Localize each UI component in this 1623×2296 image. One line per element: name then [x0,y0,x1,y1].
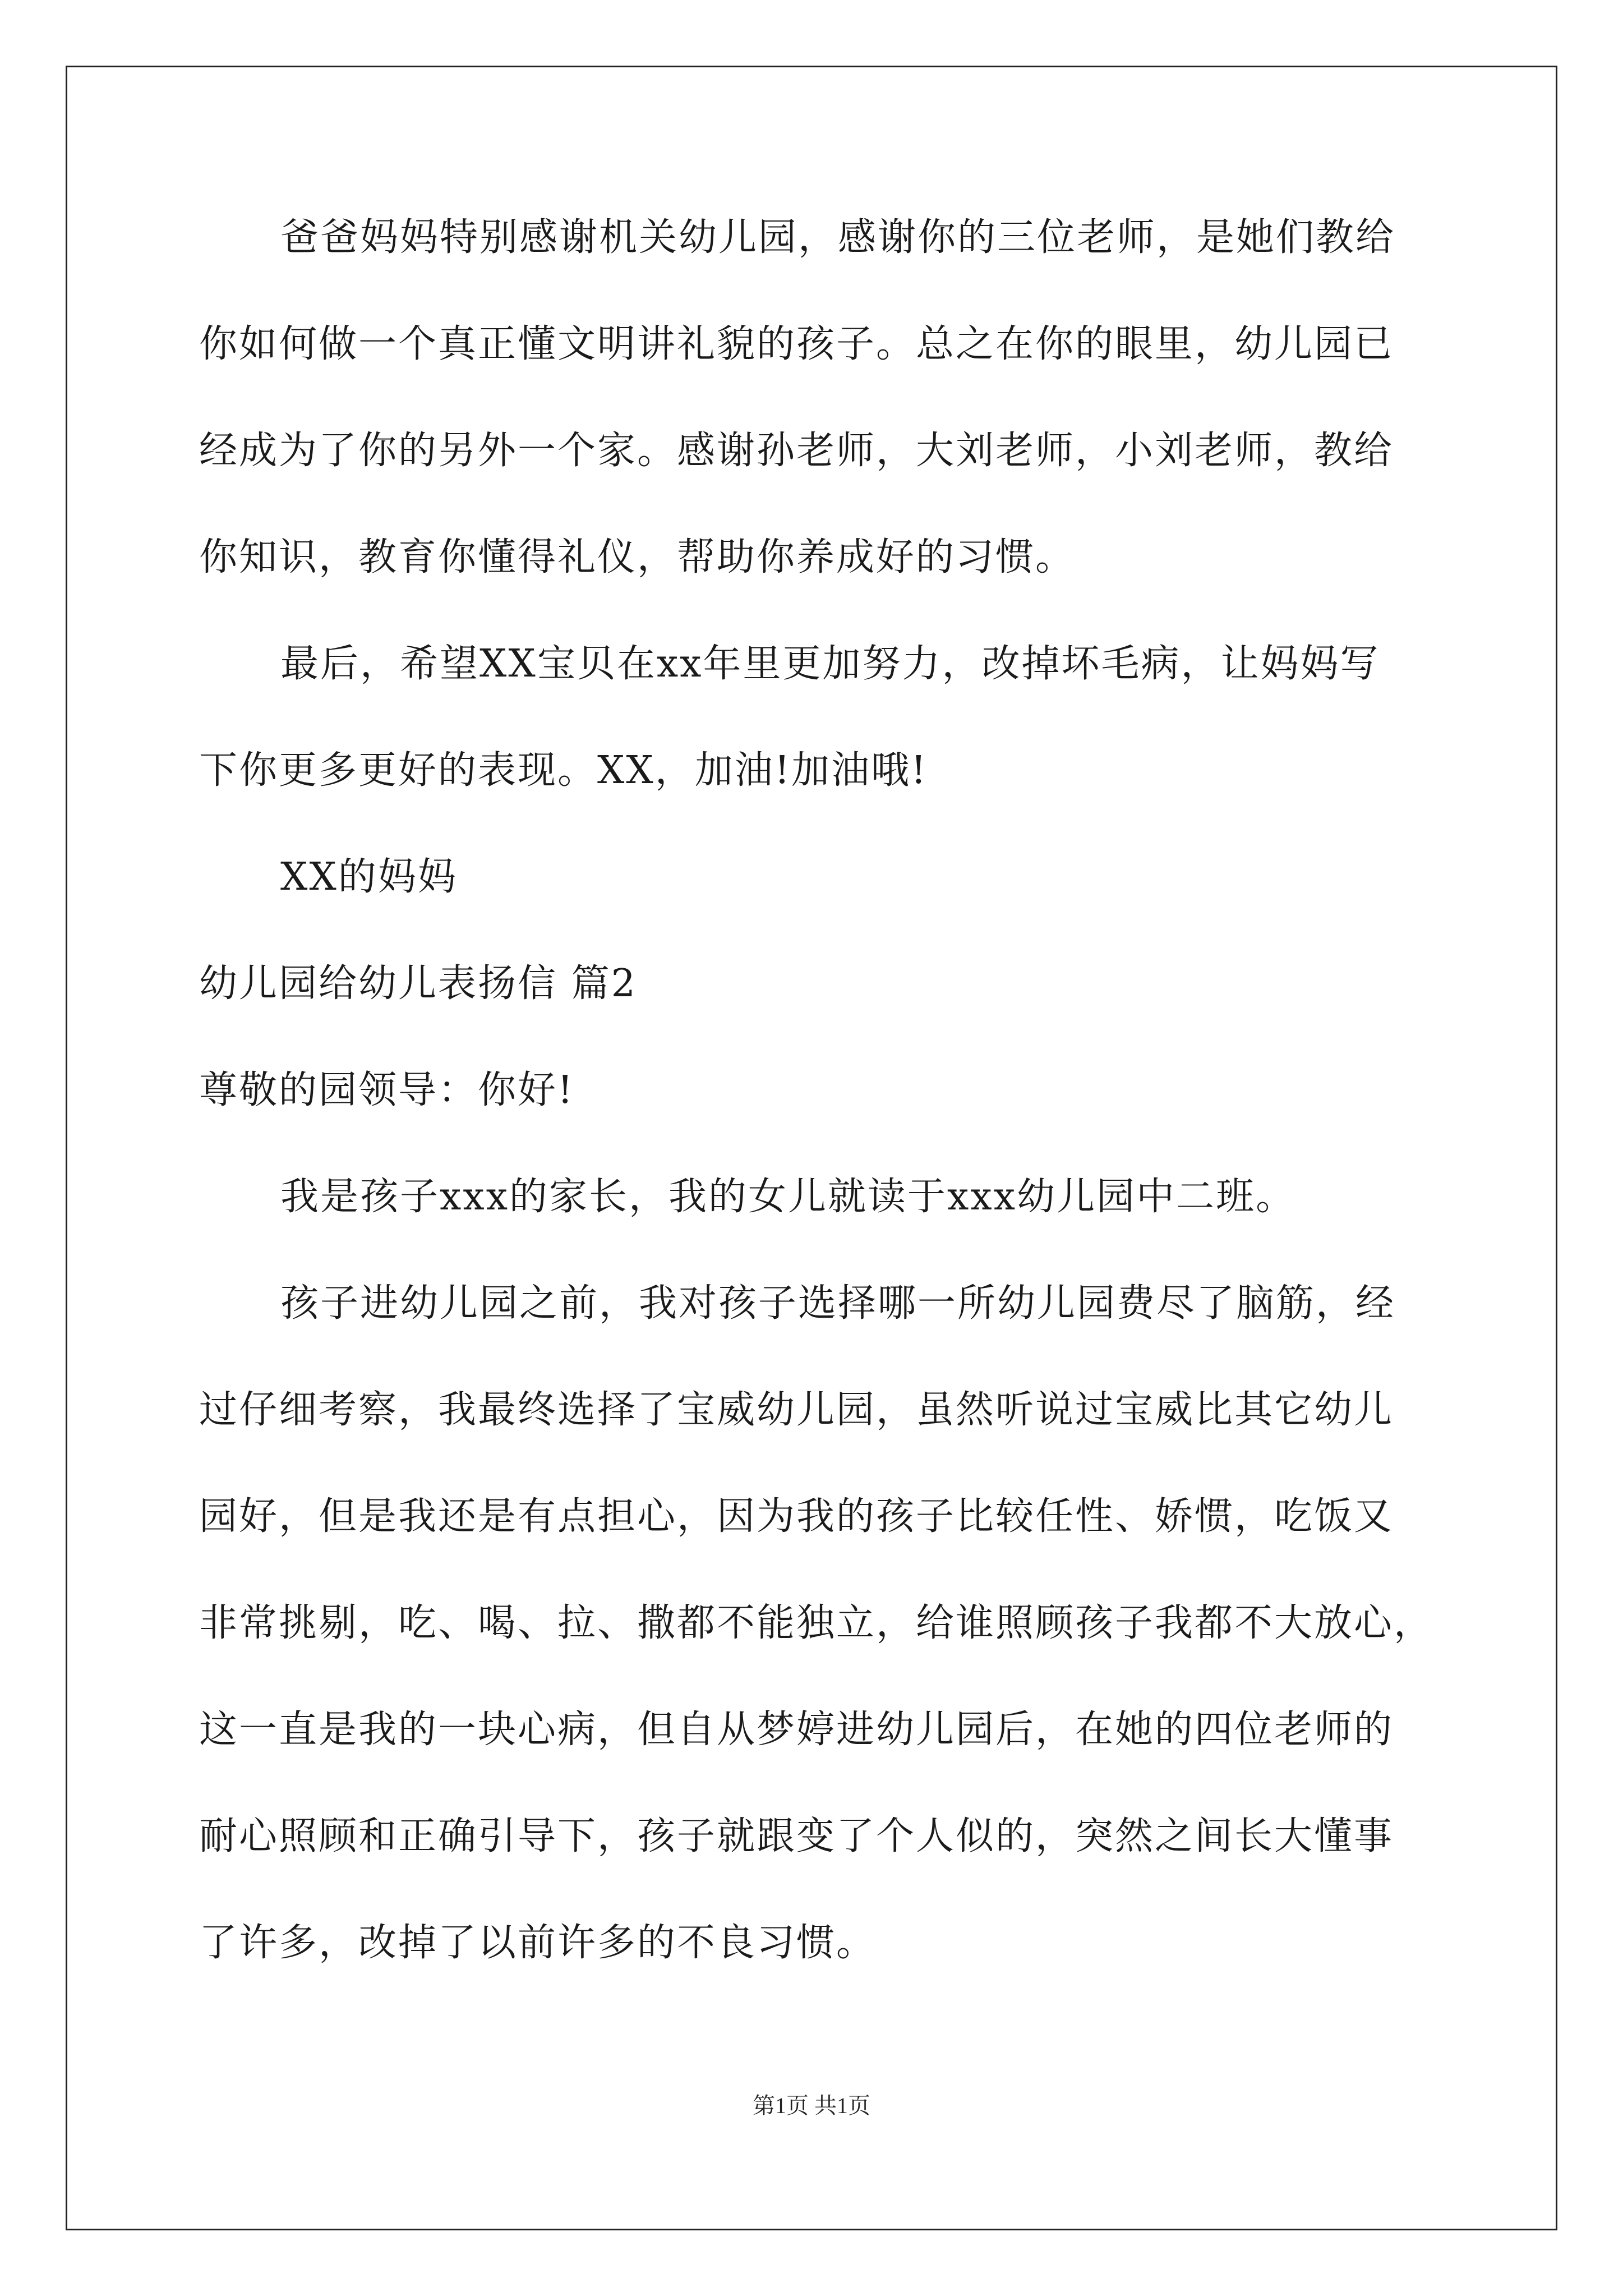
section-heading: 幼儿园给幼儿表扬信 篇2 [199,961,637,1006]
page-border [66,66,1557,2230]
text-line: 园好，但是我还是有点担心，因为我的孩子比较任性、娇惯，吃饭又 [199,1494,1394,1539]
text-line: 这一直是我的一块心病，但自从梦婷进幼儿园后，在她的四位老师的 [199,1708,1394,1752]
text-line: 耐心照顾和正确引导下，孩子就跟变了个人似的，突然之间长大懂事 [199,1814,1394,1858]
text-line: 下你更多更好的表现。XX，加油!加油哦! [199,748,928,793]
text-line: 非常挑剔，吃、喝、拉、撒都不能独立，给谁照顾孩子我都不大放心， [199,1601,1434,1645]
salutation: 尊敬的园领导：你好! [199,1068,575,1112]
text-line: 了许多，改掉了以前许多的不良习惯。 [199,1921,877,1965]
text-line: 我是孩子xxx的家长，我的女儿就读于xxx幼儿园中二班。 [280,1175,1296,1219]
text-line: 你如何做一个真正懂文明讲礼貌的孩子。总之在你的眼里，幼儿园已 [199,322,1394,366]
text-line: 爸爸妈妈特别感谢机关幼儿园，感谢你的三位老师，是她们教给 [280,215,1396,260]
text-line: 经成为了你的另外一个家。感谢孙老师，大刘老师，小刘老师，教给 [199,429,1394,473]
signature: XX的妈妈 [280,855,458,899]
page-number: 第1页 共1页 [753,2093,870,2118]
text-line: 你知识，教育你懂得礼仪，帮助你养成好的习惯。 [199,535,1076,579]
text-line: 孩子进幼儿园之前，我对孩子选择哪一所幼儿园费尽了脑筋，经 [280,1281,1396,1326]
text-line: 最后，希望XX宝贝在xx年里更加努力，改掉坏毛病，让妈妈写 [280,642,1380,686]
text-line: 过仔细考察，我最终选择了宝威幼儿园，虽然听说过宝威比其它幼儿 [199,1388,1394,1432]
